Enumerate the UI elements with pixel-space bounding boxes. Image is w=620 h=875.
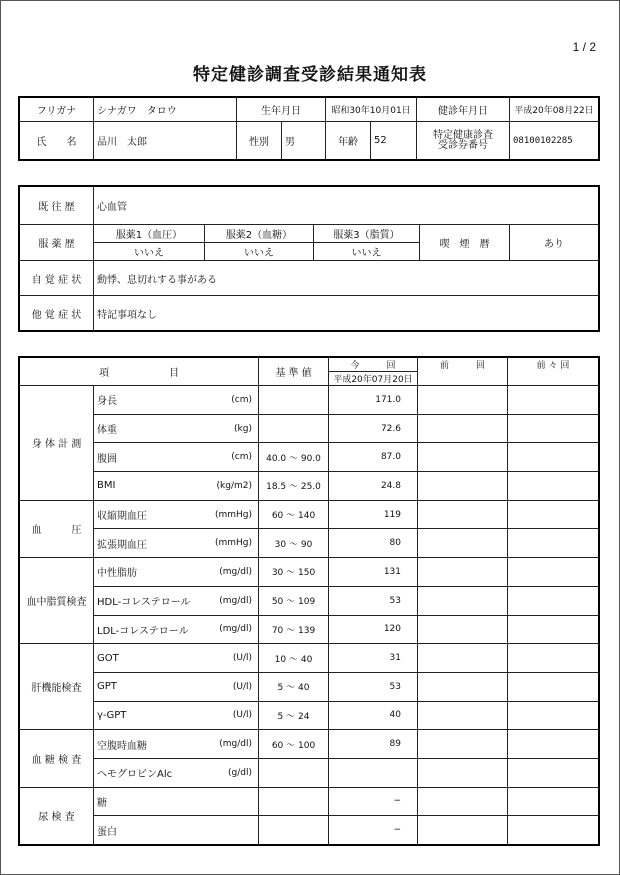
med1-value: いいえ xyxy=(94,243,205,261)
result-item-name: 蛋白 xyxy=(97,826,117,838)
result-item-unit: (mg/dl) xyxy=(219,595,252,606)
result-standard-range: 5 〜 24 xyxy=(259,701,329,730)
result-item-cell xyxy=(94,529,259,558)
result-before-previous-value xyxy=(508,414,599,443)
ticket-number-value: 08100102285 xyxy=(510,122,599,160)
result-row xyxy=(20,816,599,845)
result-item-unit: (mg/dl) xyxy=(219,739,252,750)
result-item-unit: (cm) xyxy=(231,394,252,405)
result-item-name: 腹囲 xyxy=(97,453,117,465)
result-row xyxy=(20,414,599,443)
result-before-previous-value xyxy=(508,558,599,587)
result-current-value: 131 xyxy=(329,558,418,587)
result-current-value: 80 xyxy=(329,529,418,558)
result-item-unit: (U/l) xyxy=(232,710,252,721)
result-previous-value xyxy=(418,615,508,644)
result-standard-range: 30 〜 150 xyxy=(259,558,329,587)
result-item-name: 体重 xyxy=(97,425,117,437)
result-group-label: 尿 検 査 xyxy=(20,787,94,844)
result-item-unit: (kg) xyxy=(234,423,252,434)
col-header-before-previous: 前 々 回 xyxy=(508,358,599,386)
result-row xyxy=(20,644,599,673)
result-item-cell xyxy=(94,615,259,644)
result-row xyxy=(20,586,599,615)
result-row xyxy=(20,701,599,730)
result-before-previous-value xyxy=(508,787,599,816)
result-current-value: − xyxy=(329,816,418,845)
result-row xyxy=(20,500,599,529)
result-standard-range xyxy=(259,816,329,845)
past-history-label: 既 往 歴 xyxy=(20,187,94,225)
result-item-cell xyxy=(94,816,259,845)
smoking-value: あり xyxy=(510,225,599,261)
result-standard-range xyxy=(259,386,329,415)
result-before-previous-value xyxy=(508,672,599,701)
result-before-previous-value xyxy=(508,586,599,615)
result-item-cell xyxy=(94,787,259,816)
result-item-name: HDL-コレステロール xyxy=(97,597,191,609)
result-standard-range: 50 〜 109 xyxy=(259,586,329,615)
col-header-current: 今 回 xyxy=(329,358,418,372)
result-item-unit: (mmHg) xyxy=(214,538,252,549)
result-before-previous-value xyxy=(508,529,599,558)
result-previous-value xyxy=(418,414,508,443)
dob-value: 昭和30年10月01日 xyxy=(326,98,417,122)
result-before-previous-value xyxy=(508,500,599,529)
result-previous-value xyxy=(418,701,508,730)
result-previous-value xyxy=(418,529,508,558)
result-item-unit: (mmHg) xyxy=(214,509,252,520)
result-current-value: 171.0 xyxy=(329,386,418,415)
result-group-label: 血中脂質検査 xyxy=(20,558,94,644)
result-item-unit: (cm) xyxy=(231,452,252,463)
result-before-previous-value xyxy=(508,472,599,501)
result-item-unit: (g/dl) xyxy=(228,767,252,778)
result-row xyxy=(20,615,599,644)
result-current-value: 87.0 xyxy=(329,443,418,472)
exam-results-table xyxy=(19,357,599,845)
result-item-unit: (mg/dl) xyxy=(219,624,252,635)
result-item-cell xyxy=(94,558,259,587)
result-item-name: 中性脂肪 xyxy=(97,568,137,580)
result-item-unit: (U/l) xyxy=(232,681,252,692)
result-before-previous-value xyxy=(508,443,599,472)
exam-date-value: 平成20年08月22日 xyxy=(510,98,599,122)
result-item-name: γ-GPT xyxy=(97,709,127,721)
result-row xyxy=(20,529,599,558)
col-header-item: 項 目 xyxy=(20,358,259,386)
result-item-cell xyxy=(94,701,259,730)
result-previous-value xyxy=(418,787,508,816)
result-row xyxy=(20,386,599,415)
ticket-label-line1: 特定健康診査 xyxy=(433,129,494,141)
past-history-value: 心血管 xyxy=(94,187,599,225)
name-value: 品川 太郎 xyxy=(94,122,237,160)
result-standard-range xyxy=(259,787,329,816)
objective-symptoms-value: 特記事項なし xyxy=(94,296,599,331)
result-item-unit: (mg/dl) xyxy=(219,566,252,577)
col-header-current-date: 平成20年07月20日 xyxy=(329,372,418,386)
result-current-value: 53 xyxy=(329,586,418,615)
result-item-cell xyxy=(94,644,259,673)
result-item-name: LDL-コレステロール xyxy=(97,625,189,637)
result-previous-value xyxy=(418,472,508,501)
result-row xyxy=(20,787,599,816)
result-group-label: 身 体 計 測 xyxy=(20,386,94,501)
dob-label: 生年月日 xyxy=(237,98,326,122)
result-item-cell xyxy=(94,472,259,501)
result-item-name: 拡張期血圧 xyxy=(97,539,147,551)
result-item-name: ヘモグロビンAlc xyxy=(97,769,173,781)
document-title: 特定健診調査受診結果通知表 xyxy=(193,65,427,85)
result-previous-value xyxy=(418,586,508,615)
result-standard-range: 60 〜 140 xyxy=(259,500,329,529)
result-before-previous-value xyxy=(508,615,599,644)
medical-history-table xyxy=(19,186,599,331)
sex-value: 男 xyxy=(282,122,326,160)
page-number: 1 / 2 xyxy=(572,40,596,54)
result-current-value: − xyxy=(329,787,418,816)
result-row xyxy=(20,730,599,759)
result-current-value: 24.8 xyxy=(329,472,418,501)
result-current-value: 89 xyxy=(329,730,418,759)
result-standard-range: 70 〜 139 xyxy=(259,615,329,644)
med2-value: いいえ xyxy=(205,243,314,261)
ticket-number-label xyxy=(417,122,510,160)
result-previous-value xyxy=(418,758,508,787)
age-value: 52 xyxy=(371,122,417,160)
result-item-cell xyxy=(94,586,259,615)
result-item-name: 身長 xyxy=(97,396,117,408)
result-before-previous-value xyxy=(508,758,599,787)
result-group-label: 肝機能検査 xyxy=(20,644,94,730)
result-item-unit: (U/l) xyxy=(232,653,252,664)
result-current-value: 31 xyxy=(329,644,418,673)
result-item-cell xyxy=(94,386,259,415)
result-item-name: GOT xyxy=(97,652,119,664)
result-current-value: 120 xyxy=(329,615,418,644)
result-current-value: 40 xyxy=(329,701,418,730)
result-item-name: 糖 xyxy=(97,797,107,809)
result-before-previous-value xyxy=(508,644,599,673)
result-item-cell xyxy=(94,414,259,443)
result-current-value: 53 xyxy=(329,672,418,701)
result-previous-value xyxy=(418,386,508,415)
result-standard-range: 18.5 〜 25.0 xyxy=(259,472,329,501)
name-label: 氏 名 xyxy=(20,122,94,160)
age-label: 年齢 xyxy=(326,122,371,160)
result-item-name: GPT xyxy=(97,681,117,693)
result-before-previous-value xyxy=(508,701,599,730)
result-standard-range xyxy=(259,758,329,787)
result-item-unit: (kg/m2) xyxy=(216,480,252,491)
med3-value: いいえ xyxy=(314,243,420,261)
result-item-cell xyxy=(94,758,259,787)
col-header-previous: 前 回 xyxy=(418,358,508,386)
result-standard-range: 5 〜 40 xyxy=(259,672,329,701)
med3-label: 服薬3（脂質） xyxy=(314,225,420,243)
result-item-name: 空腹時血糖 xyxy=(97,740,147,752)
result-previous-value xyxy=(418,500,508,529)
result-previous-value xyxy=(418,672,508,701)
result-row xyxy=(20,758,599,787)
result-current-value: 119 xyxy=(329,500,418,529)
result-row xyxy=(20,672,599,701)
result-standard-range xyxy=(259,414,329,443)
result-item-name: 収縮期血圧 xyxy=(97,511,147,523)
result-before-previous-value xyxy=(508,730,599,759)
result-row xyxy=(20,558,599,587)
med2-label: 服薬2（血糖） xyxy=(205,225,314,243)
furigana-value: シナガワ タロウ xyxy=(94,98,237,122)
furigana-label: フリガナ xyxy=(20,98,94,122)
result-previous-value xyxy=(418,558,508,587)
result-before-previous-value xyxy=(508,816,599,845)
result-row xyxy=(20,443,599,472)
result-group-label: 血 糖 検 査 xyxy=(20,730,94,787)
exam-date-label: 健診年月日 xyxy=(417,98,510,122)
subjective-symptoms-label: 自 覚 症 状 xyxy=(20,261,94,296)
result-previous-value xyxy=(418,644,508,673)
result-row xyxy=(20,472,599,501)
result-standard-range: 10 〜 40 xyxy=(259,644,329,673)
result-standard-range: 40.0 〜 90.0 xyxy=(259,443,329,472)
result-previous-value xyxy=(418,443,508,472)
ticket-label-line2: 受診券番号 xyxy=(438,139,489,151)
result-previous-value xyxy=(418,816,508,845)
objective-symptoms-label: 他 覚 症 状 xyxy=(20,296,94,331)
medication-label: 服 薬 歴 xyxy=(20,225,94,261)
result-item-cell xyxy=(94,672,259,701)
smoking-label: 喫 煙 暦 xyxy=(420,225,510,261)
subjective-symptoms-value: 動悸、息切れする事がある xyxy=(94,261,599,296)
result-before-previous-value xyxy=(508,386,599,415)
result-standard-range: 30 〜 90 xyxy=(259,529,329,558)
result-previous-value xyxy=(418,730,508,759)
result-item-name: BMI xyxy=(97,480,116,492)
col-header-standard: 基 準 値 xyxy=(259,358,329,386)
sex-label: 性別 xyxy=(237,122,282,160)
result-current-value xyxy=(329,758,418,787)
result-group-label: 血 圧 xyxy=(20,500,94,557)
result-item-cell xyxy=(94,500,259,529)
result-standard-range: 60 〜 100 xyxy=(259,730,329,759)
result-item-cell xyxy=(94,730,259,759)
result-current-value: 72.6 xyxy=(329,414,418,443)
med1-label: 服薬1（血圧） xyxy=(94,225,205,243)
result-item-cell xyxy=(94,443,259,472)
patient-info-table xyxy=(19,97,599,160)
